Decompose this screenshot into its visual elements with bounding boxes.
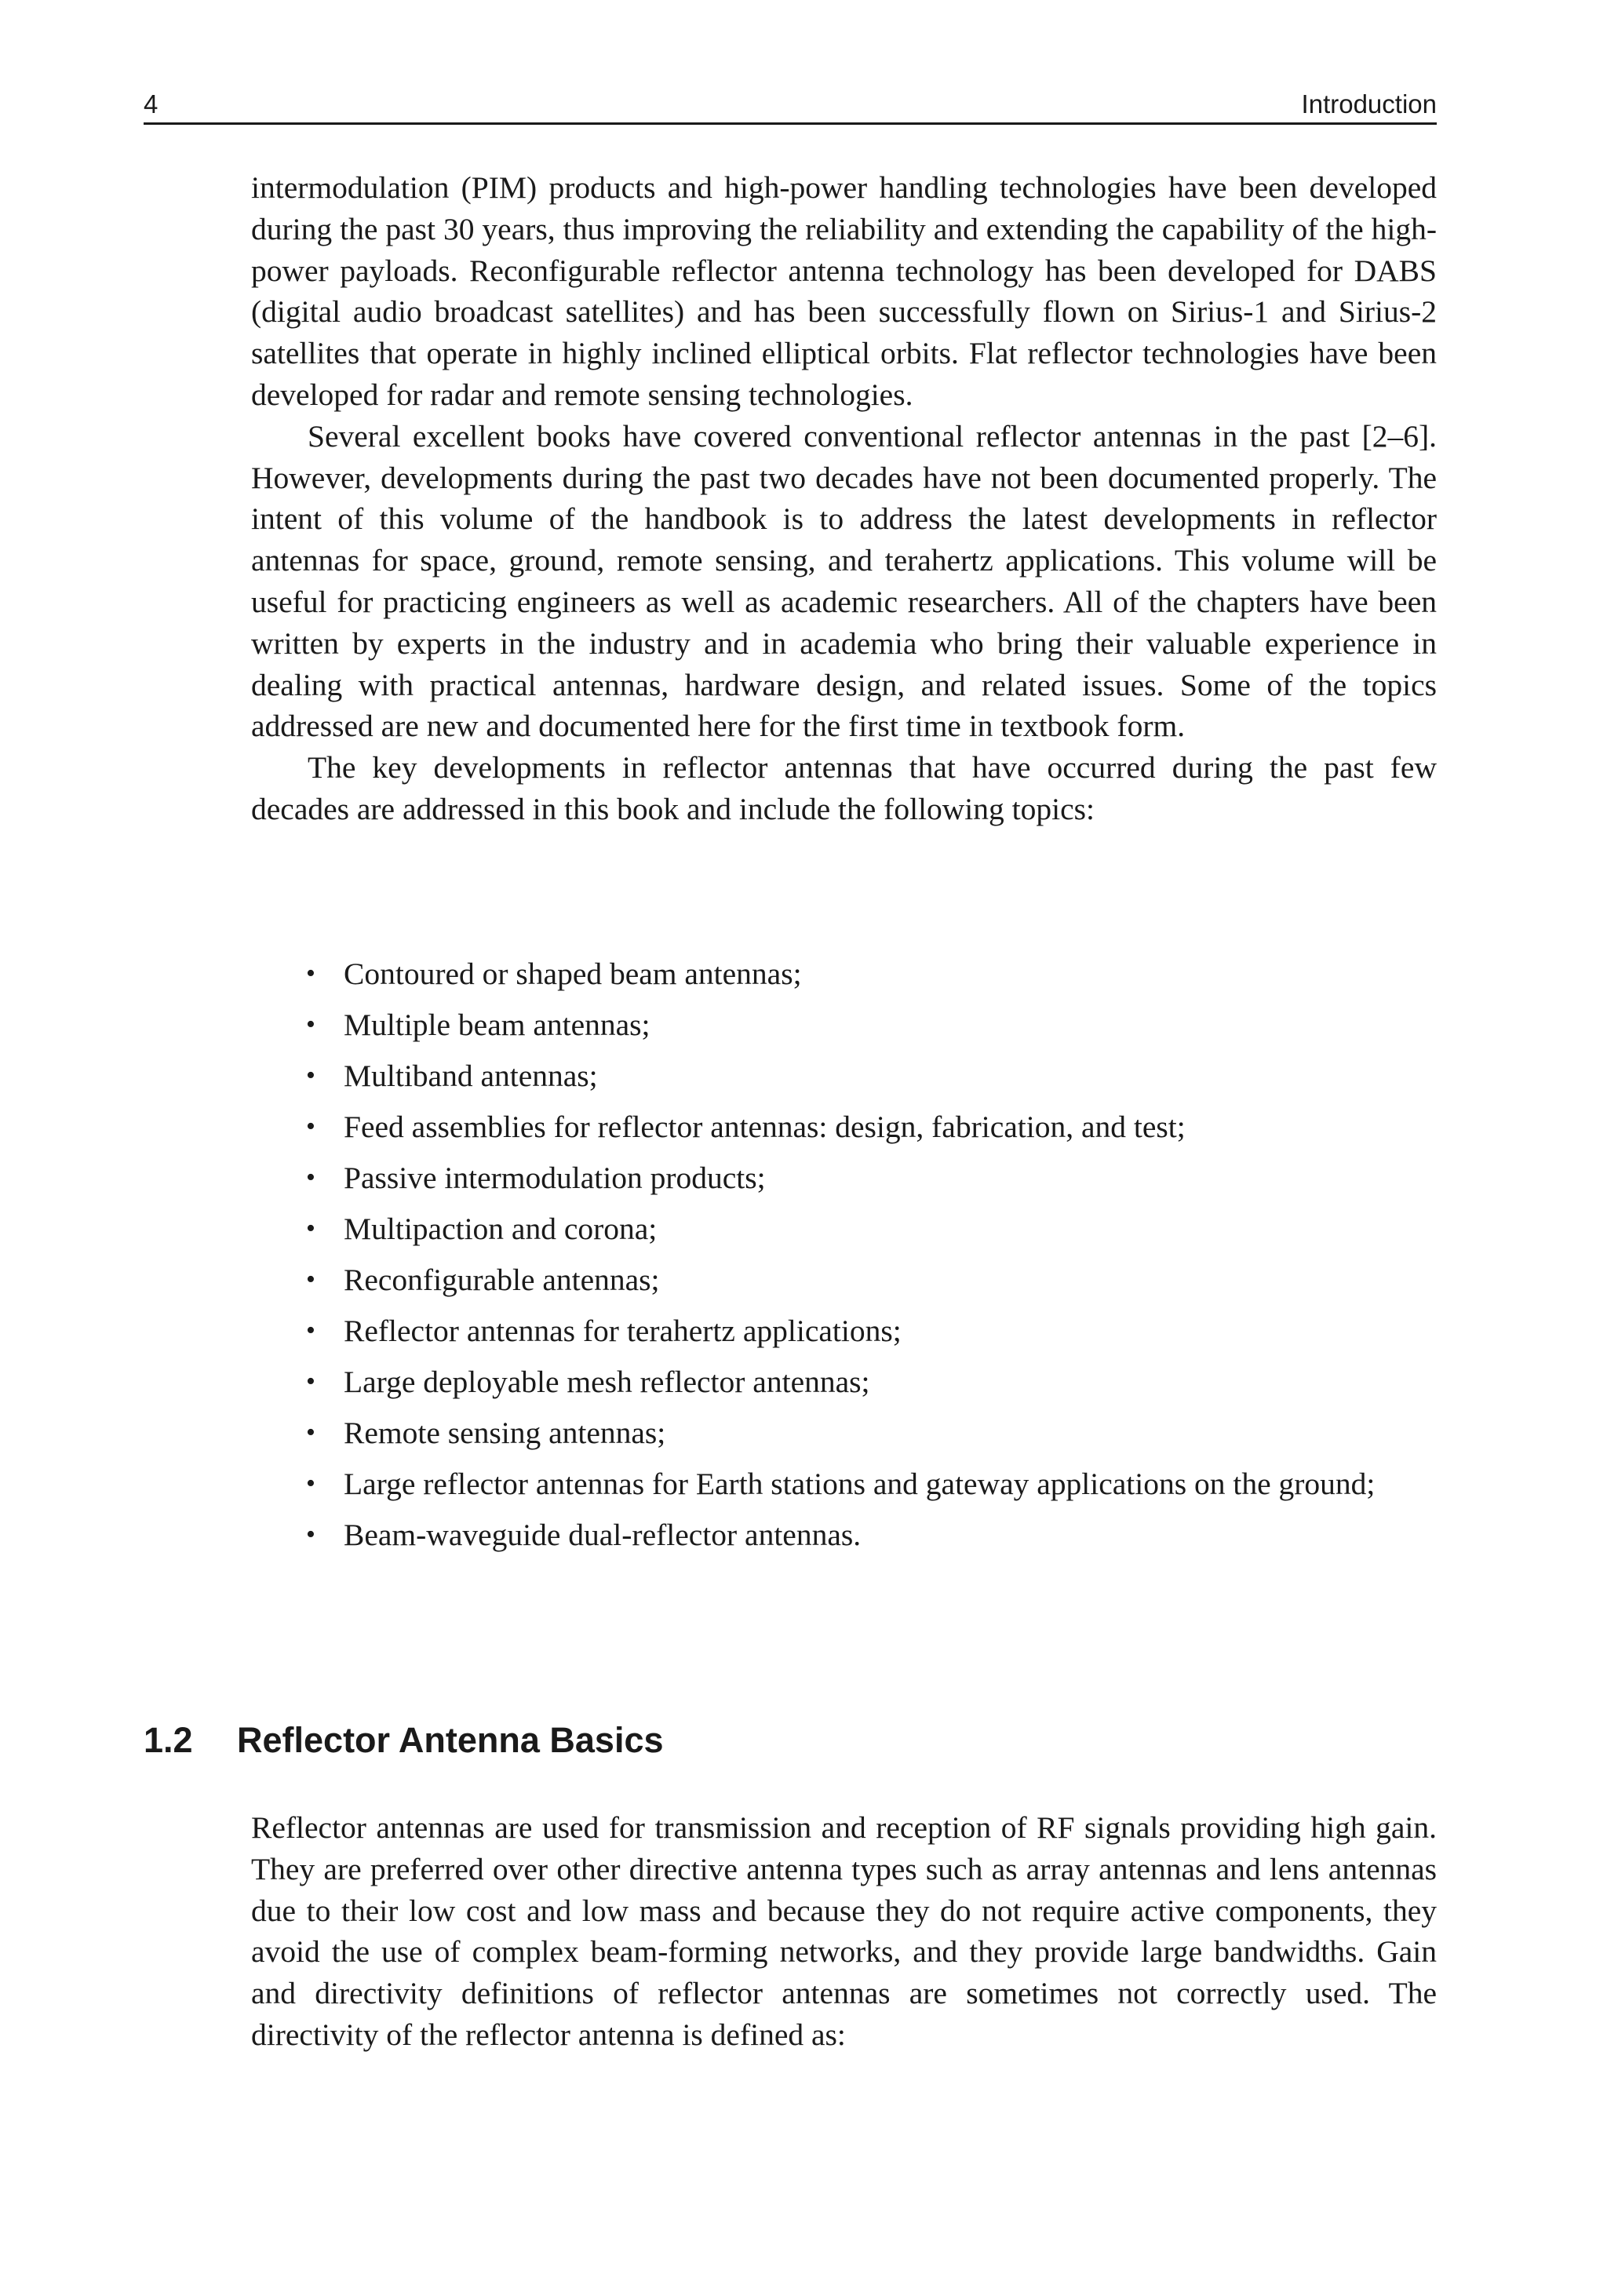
bullet-icon: • [306,1519,315,1549]
list-item [251,1361,1437,1403]
list-item-text: Large deployable mesh reflector antennas; [344,1364,870,1399]
bullet-icon: • [306,1111,315,1141]
list-item-text: Contoured or shaped beam antennas; [344,957,802,991]
list-item-text: Feed assemblies for reflector antennas: design, fabrication, and test; [344,1109,1186,1144]
bullet-icon: • [306,1060,315,1090]
section-number: 1.2 [144,1720,193,1760]
paragraph-reflector-basics: Reflector antennas are used for transmission and reception of RF signals providing high gain. They are preferred over other directive antenna types such as array antennas and lens antennas due to their low cost and low mass and because they do not require active components, they avoid the use of complex beam-forming networks, and they provide large bandwidths. Gain and directivity definitions of reflector antennas are sometimes not correctly used. The directivity of the reflector antenna is defined as: [251,1810,1437,2052]
list-item [251,1106,1437,1148]
topics-list [251,953,1437,1565]
bullet-icon: • [306,1468,315,1498]
list-item [251,1004,1437,1046]
section-heading [144,1717,664,1764]
list-item [251,1412,1437,1454]
list-item [251,1208,1437,1250]
chapter-title: Introduction [1301,89,1437,118]
bullet-icon: • [306,1264,315,1294]
bullet-icon: • [306,1162,315,1192]
list-item [251,1157,1437,1199]
list-item-text: Multiple beam antennas; [344,1007,650,1042]
list-item [251,1055,1437,1097]
list-item [251,1310,1437,1352]
paragraph-pim-continued: intermodulation (PIM) products and high-power handling technologies have been developed during the past 30 years, thus improving the reliability and extending the capability of the high-power payloads. Reconfigurable reflector antenna technology has been developed for DABS (digital audio broadcast satellites) and has been successfully flown on Sirius-1 and Sirius-2 satellites that operate in highly inclined elliptical orbits. Flat reflector technologies have been developed for radar and remote sensing technologies. [251,170,1437,412]
list-item [251,1514,1437,1556]
bullet-icon: • [306,1213,315,1243]
section-title: Reflector Antenna Basics [237,1720,664,1760]
bullet-icon: • [306,1009,315,1039]
intro-text-block [251,167,1437,830]
bullet-icon: • [306,1417,315,1447]
list-item-text: Reflector antennas for terahertz applications; [344,1313,902,1348]
list-item-text: Large reflector antennas for Earth stations and gateway applications on the ground; [344,1466,1376,1501]
running-head [144,86,1437,125]
page-number: 4 [144,89,159,118]
list-item-text: Multiband antennas; [344,1058,598,1093]
list-item [251,1259,1437,1301]
paragraph-excellent-books: Several excellent books have covered conventional reflector antennas in the past [2–6]. However, developments during the past two decades have not been documented properly. The intent of this volume of the handbook is to address the latest developments in reflector antennas for space, ground, remote sensing, and terahertz applications. This volume will be useful for practicing engineers as well as academic researchers. All of the chapters have been written by experts in the industry and in academia who bring their valuable experience in dealing with practical antennas, hardware design, and related issues. Some of the topics addressed are new and documented here for the first time in textbook form. [251,418,1437,744]
paragraph-key-developments: The key developments in reflector antennas that have occurred during the past few decades are addressed in this book and include the following topics: [251,750,1437,826]
bullet-icon: • [306,1366,315,1396]
list-item-text: Multipaction and corona; [344,1211,658,1246]
list-item-text: Reconfigurable antennas; [344,1262,660,1297]
list-item-text: Passive intermodulation products; [344,1160,766,1195]
bullet-icon: • [306,1315,315,1345]
bullet-icon: • [306,959,315,988]
list-item-text: Remote sensing antennas; [344,1415,666,1450]
list-item [251,1463,1437,1505]
list-item-text: Beam-waveguide dual-reflector antennas. [344,1517,862,1552]
section-text-block [251,1807,1437,2056]
list-item [251,953,1437,995]
